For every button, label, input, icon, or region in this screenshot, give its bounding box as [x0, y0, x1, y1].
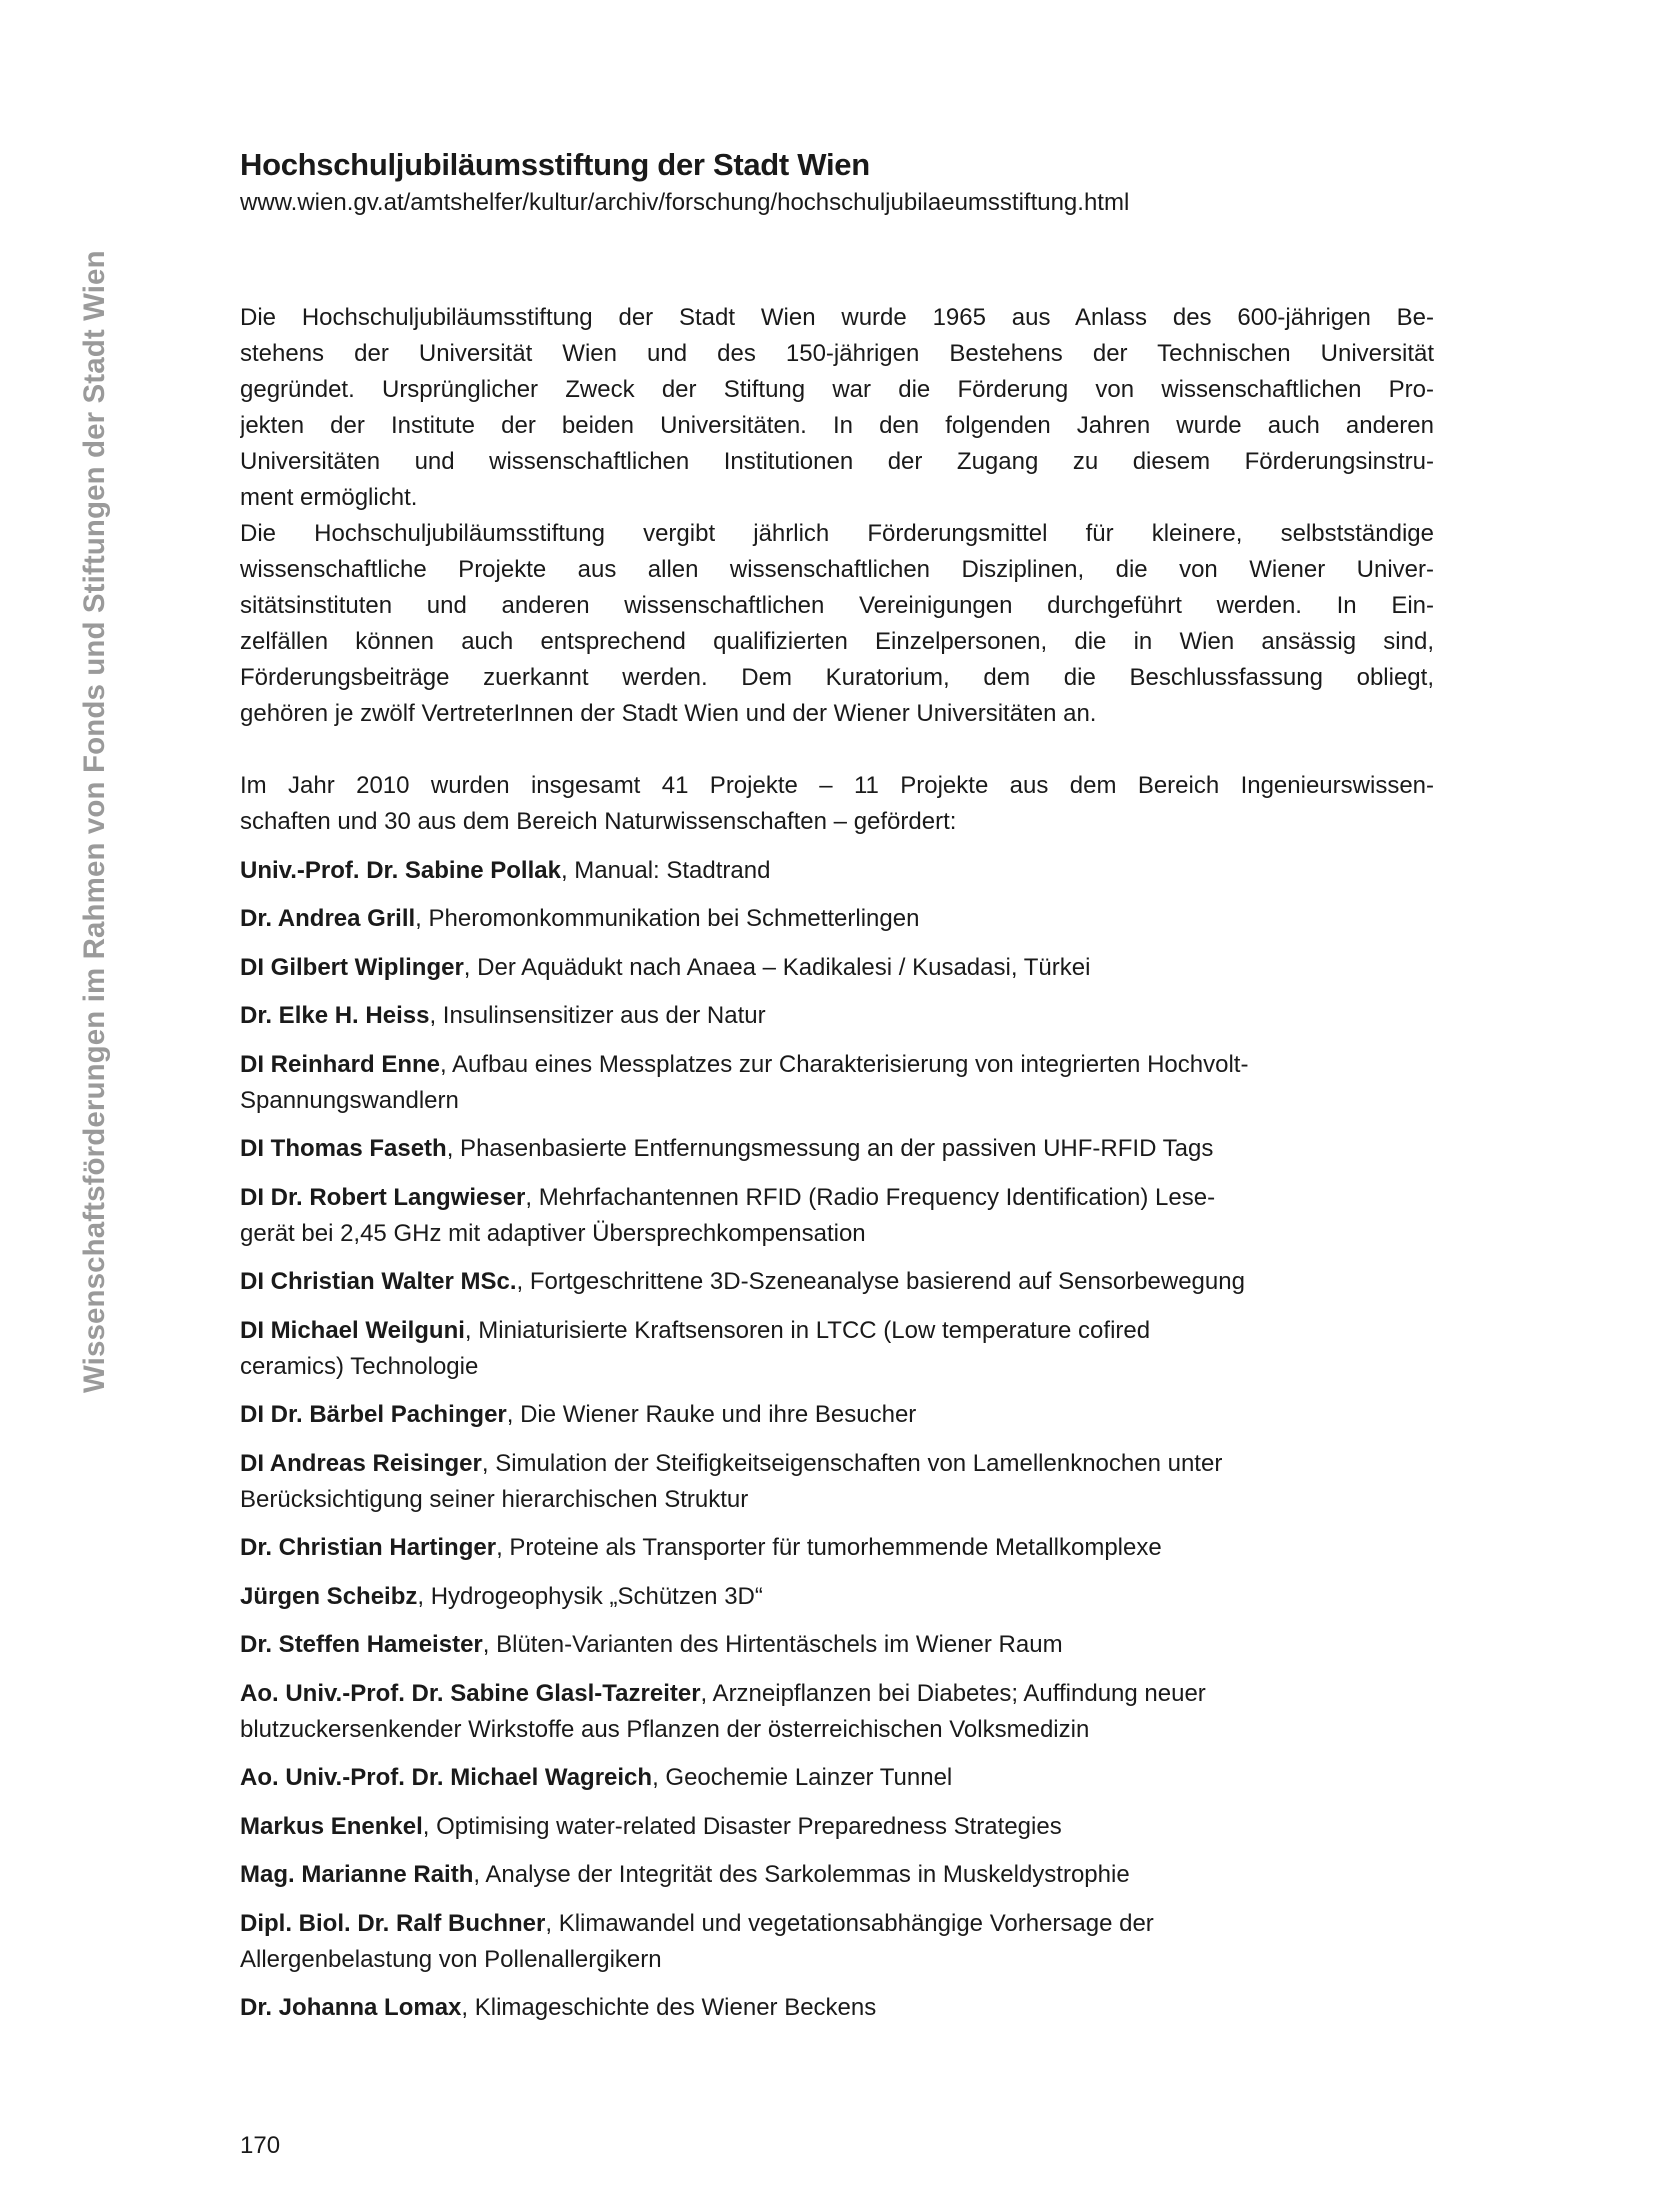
project-line: [240, 1180, 1434, 1216]
paragraph-line: gehören je zwölf VertreterInnen der Stadt Wien und der Wiener Universitäten an.: [240, 700, 1097, 727]
paragraph-line: ment ermöglicht.: [240, 484, 418, 511]
project-title: , Klimawandel und vegetationsabhängige Vorhersage der: [545, 1909, 1154, 1937]
project-title: , Aufbau eines Messplatzes zur Charakterisierung von integrierten Hochvolt-: [440, 1050, 1249, 1078]
researcher-name: Ao. Univ.-Prof. Dr. Michael Wagreich: [240, 1764, 653, 1791]
project-title: , Hydrogeophysik „Schützen 3D“: [417, 1582, 763, 1610]
project-title: , Manual: Stadtrand: [560, 856, 771, 884]
list-item: [240, 950, 1434, 986]
project-line: [240, 1857, 1434, 1893]
project-line: [240, 1627, 1434, 1663]
project-line: [240, 1579, 1434, 1615]
project-line: [240, 853, 1434, 889]
project-title: Allergenbelastung von Pollenallergikern: [240, 1945, 662, 1973]
researcher-name: Dr. Steffen Hameister: [240, 1631, 483, 1658]
paragraph-line: stehens der Universität Wien und des 150-jährigen Bestehens der Technischen Universität: [240, 340, 1434, 367]
researcher-name: DI Michael Weilguni: [240, 1316, 465, 1344]
source-url: www.wien.gv.at/amtshelfer/kultur/archiv/forschung/hochschuljubilaeumsstiftung.html: [240, 189, 1130, 216]
project-title: blutzuckersenkender Wirkstoffe aus Pflanzen der österreichischen Volksmedizin: [240, 1715, 1090, 1743]
project-line: [240, 1760, 1434, 1796]
researcher-name: DI Reinhard Enne: [240, 1050, 441, 1078]
project-line: [240, 1313, 1434, 1349]
researcher-name: DI Dr. Bärbel Pachinger: [240, 1401, 507, 1428]
list-item: [240, 1446, 1434, 1518]
researcher-name: Dr. Christian Hartinger: [240, 1534, 497, 1561]
project-title: , Der Aquädukt nach Anaea – Kadikalesi / Kusadasi, Türkei: [463, 953, 1091, 981]
list-item: [240, 1809, 1434, 1845]
list-item: [240, 853, 1434, 889]
paragraph-line: Die Hochschuljubiläumsstiftung der Stadt Wien wurde 1965 aus Anlass des 600-jährigen Be-: [240, 304, 1434, 331]
project-title: , Fortgeschrittene 3D-Szeneanalyse basierend auf Sensorbewegung: [516, 1268, 1245, 1295]
project-line: [240, 1264, 1434, 1300]
project-title: , Miniaturisierte Kraftsensoren in LTCC (Low temperature cofired: [464, 1316, 1151, 1344]
project-title: , Optimising water-related Disaster Preparedness Strategies: [422, 1812, 1062, 1840]
list-item: [240, 1579, 1434, 1615]
list-item: [240, 901, 1434, 937]
paragraph-line: schaften und 30 aus dem Bereich Naturwissenschaften – gefördert:: [240, 808, 957, 835]
researcher-name: DI Thomas Faseth: [240, 1135, 447, 1162]
project-line: [240, 1047, 1434, 1083]
project-line: [240, 1349, 1434, 1385]
project-line: [240, 901, 1434, 937]
project-title: , Simulation der Steifigkeitseigenschaften von Lamellenknochen unter: [481, 1449, 1223, 1477]
paragraph-line: gegründet. Ursprünglicher Zweck der Stiftung war die Förderung von wissenschaftlichen Pro-: [240, 376, 1434, 403]
project-line: [240, 1712, 1434, 1748]
project-line: [240, 1482, 1434, 1518]
project-title: , Die Wiener Rauke und ihre Besucher: [506, 1401, 917, 1428]
researcher-name: DI Andreas Reisinger: [240, 1449, 482, 1477]
researcher-name: Ao. Univ.-Prof. Dr. Sabine Glasl-Tazreiter: [240, 1679, 701, 1707]
project-line: [240, 1083, 1434, 1119]
researcher-name: Markus Enenkel: [240, 1812, 423, 1840]
paragraph-line: Universitäten und wissenschaftlichen Institutionen der Zugang zu diesem Förderungsinstru-: [240, 448, 1434, 475]
paragraph-line: zelfällen können auch entsprechend qualifizierten Einzelpersonen, die in Wien ansässig sind,: [240, 628, 1434, 655]
researcher-name: DI Christian Walter MSc.: [240, 1268, 517, 1295]
list-item: [240, 1906, 1434, 1978]
project-line: [240, 1809, 1434, 1845]
researcher-name: Dr. Johanna Lomax: [240, 1994, 462, 2021]
project-line: [240, 950, 1434, 986]
researcher-name: Jürgen Scheibz: [240, 1582, 418, 1610]
project-title: , Mehrfachantennen RFID (Radio Frequency Identification) Lese-: [525, 1183, 1216, 1211]
list-item: [240, 1313, 1434, 1385]
project-line: [240, 1216, 1434, 1252]
project-title: , Arzneipflanzen bei Diabetes; Auffindung neuer: [700, 1679, 1206, 1707]
list-item: [240, 1047, 1434, 1119]
projects-intro-paragraph: [240, 768, 1434, 840]
list-item: [240, 1397, 1434, 1433]
researcher-name: Mag. Marianne Raith: [240, 1861, 474, 1888]
researcher-name: Dipl. Biol. Dr. Ralf Buchner: [240, 1909, 546, 1937]
list-item: [240, 1264, 1434, 1300]
list-item: [240, 1760, 1434, 1796]
researcher-name: Dr. Elke H. Heiss: [240, 1002, 430, 1029]
paragraph-line: jekten der Institute der beiden Universitäten. In den folgenden Jahren wurde auch anderen: [240, 412, 1434, 439]
project-list: [240, 853, 1434, 2027]
list-item: [240, 1627, 1434, 1663]
project-line: [240, 1990, 1434, 2026]
project-line: [240, 1906, 1434, 1942]
project-title: , Pheromonkommunikation bei Schmetterlingen: [415, 905, 920, 932]
project-title: Spannungswandlern: [240, 1086, 459, 1114]
page-title: Hochschuljubiläumsstiftung der Stadt Wien: [240, 147, 870, 182]
project-title: gerät bei 2,45 GHz mit adaptiver Übersprechkompensation: [240, 1219, 866, 1247]
researcher-name: Dr. Andrea Grill: [240, 905, 416, 932]
project-title: , Geochemie Lainzer Tunnel: [652, 1764, 953, 1791]
list-item: [240, 1676, 1434, 1748]
paragraph-line: Die Hochschuljubiläumsstiftung vergibt jährlich Förderungsmittel für kleinere, selbstständige: [240, 520, 1434, 547]
project-line: [240, 998, 1434, 1034]
paragraph-line: wissenschaftliche Projekte aus allen wissenschaftlichen Disziplinen, die von Wiener Univer-: [240, 556, 1434, 583]
section-sidebar-title: Wissenschaftsförderungen im Rahmen von Fonds und Stiftungen der Stadt Wien: [78, 250, 111, 1393]
project-title: , Proteine als Transporter für tumorhemmende Metallkomplexe: [496, 1534, 1162, 1561]
project-line: [240, 1131, 1434, 1167]
paragraph-line: sitätsinstituten und anderen wissenschaftlichen Vereinigungen durchgeführt werden. In Ein-: [240, 592, 1434, 619]
list-item: [240, 1857, 1434, 1893]
list-item: [240, 1990, 1434, 2026]
list-item: [240, 1530, 1434, 1566]
project-title: Berücksichtigung seiner hierarchischen Struktur: [240, 1485, 749, 1513]
project-line: [240, 1446, 1434, 1482]
list-item: [240, 1131, 1434, 1167]
intro-paragraph: [240, 300, 1434, 516]
researcher-name: Univ.-Prof. Dr. Sabine Pollak: [240, 856, 561, 884]
page-number: 170: [240, 2132, 281, 2159]
project-title: , Klimageschichte des Wiener Beckens: [461, 1994, 877, 2021]
project-line: [240, 1942, 1434, 1978]
project-title: , Blüten-Varianten des Hirtentäschels im Wiener Raum: [482, 1631, 1063, 1658]
list-item: [240, 998, 1434, 1034]
project-line: [240, 1676, 1434, 1712]
paragraph-line: Im Jahr 2010 wurden insgesamt 41 Projekte – 11 Projekte aus dem Bereich Ingenieurswissen-: [240, 772, 1434, 799]
researcher-name: DI Gilbert Wiplinger: [240, 953, 464, 981]
project-title: ceramics) Technologie: [240, 1352, 479, 1380]
researcher-name: DI Dr. Robert Langwieser: [240, 1183, 526, 1211]
project-title: , Phasenbasierte Entfernungsmessung an der passiven UHF-RFID Tags: [446, 1135, 1214, 1162]
list-item: [240, 1180, 1434, 1252]
page-content: [240, 146, 1434, 2026]
funding-paragraph: [240, 516, 1434, 732]
project-title: , Analyse der Integrität des Sarkolemmas in Muskeldystrophie: [473, 1861, 1130, 1888]
project-line: [240, 1530, 1434, 1566]
paragraph-line: Förderungsbeiträge zuerkannt werden. Dem Kuratorium, dem die Beschlussfassung obliegt,: [240, 664, 1434, 691]
project-line: [240, 1397, 1434, 1433]
project-title: , Insulinsensitizer aus der Natur: [429, 1002, 766, 1029]
